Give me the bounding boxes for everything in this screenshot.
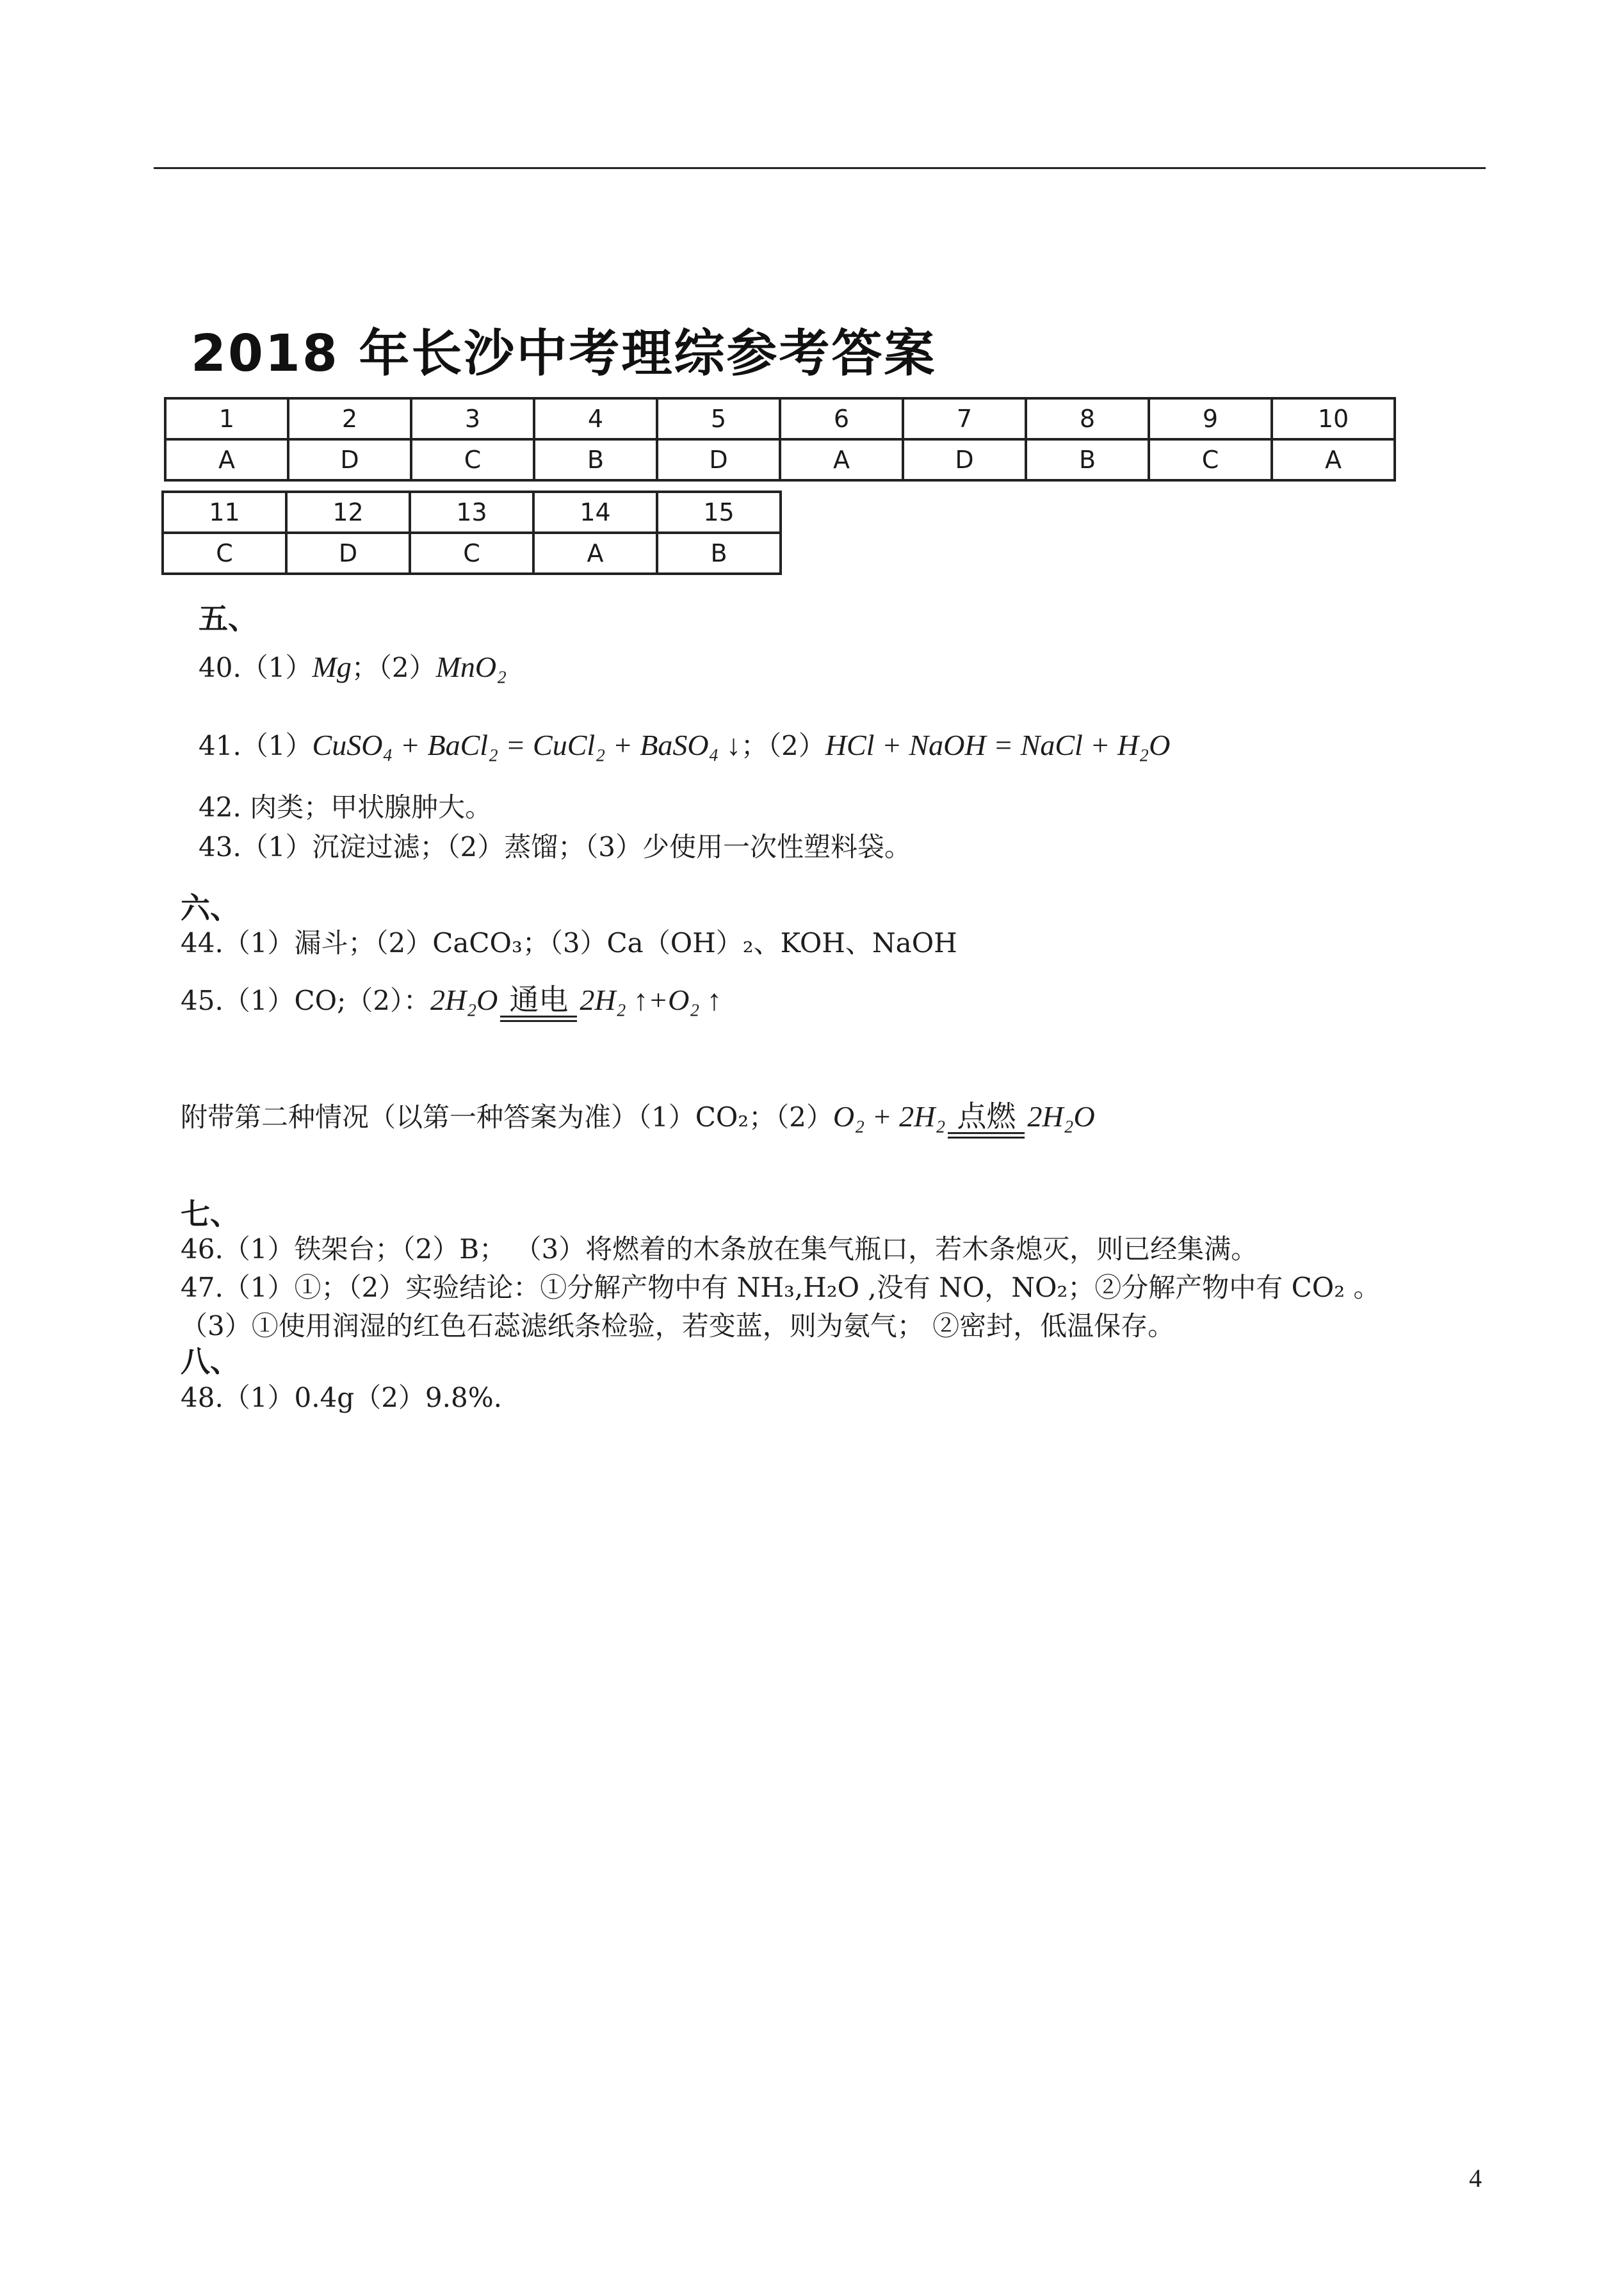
table-cell: 11: [163, 492, 286, 533]
reaction-condition: [945, 1100, 1027, 1139]
answer-table-1: [164, 397, 1396, 482]
section-heading-6: 六、: [181, 891, 240, 925]
reaction-condition-label: 通电: [509, 982, 569, 1017]
answer-47-part3: （3）①使用润湿的红色石蕊滤纸条检验，若变蓝，则为氨气； ②密封，低温保存。: [181, 1310, 1175, 1342]
table-cell: 8: [1026, 398, 1149, 439]
page-number: 4: [1469, 2164, 1482, 2193]
reaction-condition-label: 点燃: [957, 1099, 1016, 1133]
table-cell: D: [657, 439, 780, 480]
answer-40-mid: ；（2）: [351, 652, 436, 683]
table-cell: 4: [534, 398, 657, 439]
table-cell: 1: [165, 398, 288, 439]
answer-table-2: [161, 491, 782, 575]
table-cell: 9: [1149, 398, 1272, 439]
table-row-answers: [165, 439, 1395, 480]
answer-40: [199, 647, 507, 685]
table-cell: 14: [533, 492, 657, 533]
table-cell: 15: [657, 492, 781, 533]
table-cell: A: [165, 439, 288, 480]
section-heading-5: 五、: [199, 601, 257, 636]
table-cell: 3: [411, 398, 534, 439]
page-title: 2018 年长沙中考理综参考答案: [191, 324, 937, 383]
table-cell: C: [1149, 439, 1272, 480]
table-cell: D: [288, 439, 411, 480]
table-row-numbers: [165, 398, 1395, 439]
answer-46: 46.（1）铁架台；（2）B； （3）将燃着的木条放在集气瓶口，若木条熄灭，则已经集满。: [181, 1233, 1258, 1265]
answer-41: [199, 725, 1170, 763]
section-heading-7: 七、: [181, 1197, 240, 1231]
answer-40-lead: 40.（1）: [199, 652, 313, 683]
table-cell: 7: [903, 398, 1026, 439]
table-cell: A: [780, 439, 903, 480]
table-row-numbers: [163, 492, 781, 533]
answer-45-alt-lead: 附带第二种情况（以第一种答案为准）（1）CO₂；（2）: [181, 1101, 833, 1133]
reaction-condition: [498, 984, 580, 1022]
table-cell: D: [286, 533, 410, 574]
answer-45-alt: [181, 1096, 1095, 1139]
answer-42: 42. 肉类；甲状腺肿大。: [199, 791, 492, 823]
answer-47: 47.（1）①；（2）实验结论：①分解产物中有 NH₃,H₂O ,没有 NO，NO₂；②分解产物中有 CO₂ 。: [181, 1272, 1381, 1303]
answer-45-product: 2H₂ ↑+O₂ ↑: [580, 984, 722, 1016]
table-cell: A: [533, 533, 657, 574]
answer-41-mid: ；（2）: [741, 730, 825, 761]
table-cell: C: [410, 533, 533, 574]
answer-45-alt-product: 2H₂O: [1027, 1100, 1095, 1133]
answer-45-reactant: 2H₂O: [430, 984, 498, 1016]
table-cell: 2: [288, 398, 411, 439]
answer-41-equation-1: CuSO₄ + BaCl₂ = CuCl₂ + BaSO₄ ↓: [312, 729, 742, 761]
answer-48: 48.（1）0.4g（2）9.8%.: [181, 1382, 502, 1413]
table-cell: B: [1026, 439, 1149, 480]
table-cell: 5: [657, 398, 780, 439]
answer-40-part1: Mg: [312, 651, 352, 683]
answer-45-lead: 45.（1）CO;（2）：: [181, 985, 430, 1016]
table-cell: B: [657, 533, 781, 574]
header-rule: [154, 167, 1486, 169]
section-heading-8: 八、: [181, 1344, 240, 1379]
table-cell: D: [903, 439, 1026, 480]
answer-44: 44.（1）漏斗；（2）CaCO₃；（3）Ca（OH）₂、KOH、NaOH: [181, 927, 957, 959]
table-cell: C: [411, 439, 534, 480]
answer-43: 43.（1）沉淀过滤；（2）蒸馏；（3）少使用一次性塑料袋。: [199, 831, 911, 863]
answer-45: [181, 980, 722, 1022]
answer-41-lead: 41.（1）: [199, 730, 313, 761]
table-cell: 6: [780, 398, 903, 439]
table-cell: C: [163, 533, 286, 574]
table-cell: 13: [410, 492, 533, 533]
table-cell: 10: [1272, 398, 1395, 439]
table-row-answers: [163, 533, 781, 574]
table-cell: B: [534, 439, 657, 480]
table-cell: 12: [286, 492, 410, 533]
answer-41-equation-2: HCl + NaOH = NaCl + H₂O: [825, 729, 1171, 761]
table-cell: A: [1272, 439, 1395, 480]
answer-45-alt-reactant: O₂ + 2H₂: [832, 1100, 946, 1133]
answer-40-part2: MnO₂: [435, 651, 507, 683]
